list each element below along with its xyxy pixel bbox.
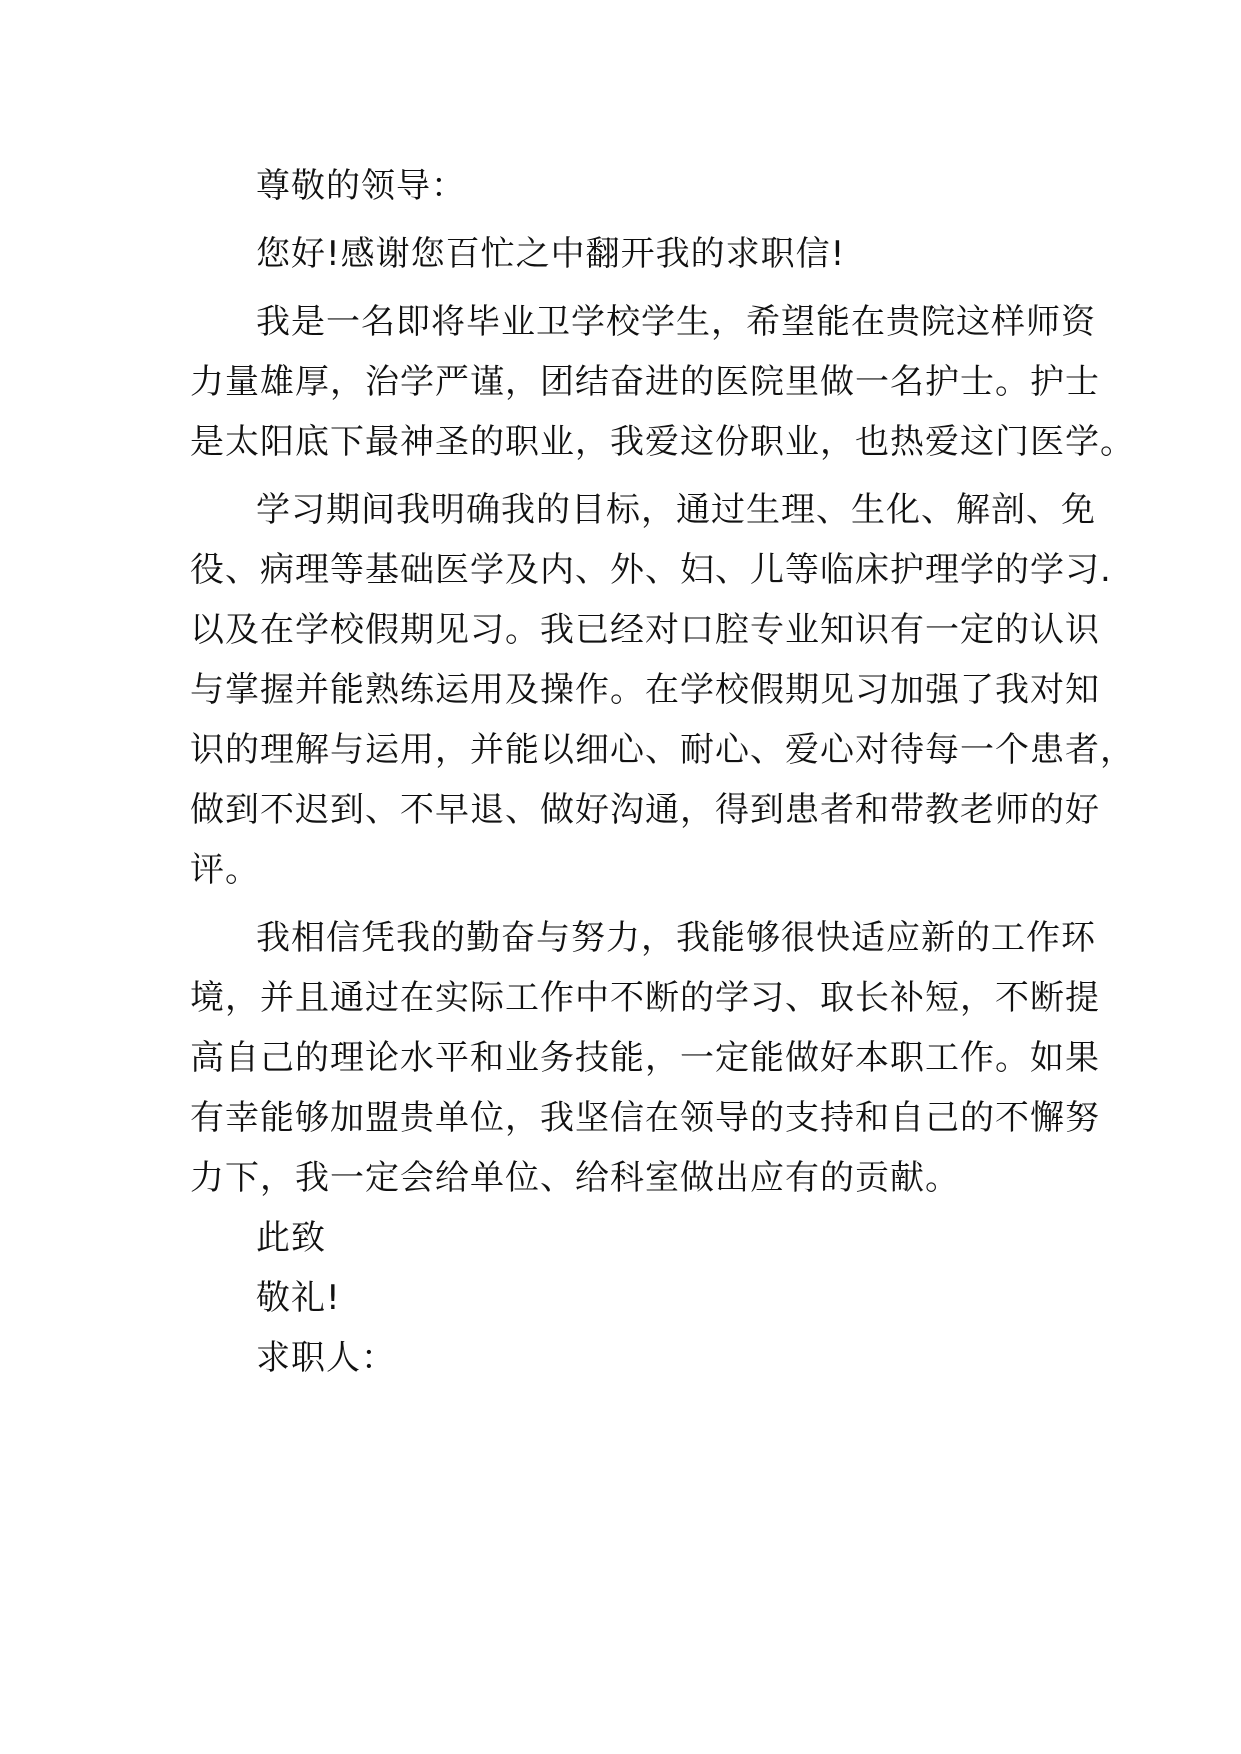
paragraph-line: 役、病理等基础医学及内、外、妇、儿等临床护理学的学习. — [190, 550, 1112, 590]
greeting: 您好!感谢您百忙之中翻开我的求职信! — [256, 234, 846, 274]
paragraph-line: 学习期间我明确我的目标，通过生理、生化、解剖、免 — [256, 490, 1096, 530]
paragraph-line: 力量雄厚，治学严谨，团结奋进的医院里做一名护士。护士 — [190, 362, 1100, 402]
paragraph-line: 高自己的理论水平和业务技能，一定能做好本职工作。如果 — [190, 1038, 1100, 1078]
signature-label: 求职人： — [256, 1338, 396, 1378]
paragraph-study — [190, 480, 1135, 900]
paragraph-line: 力下，我一定会给单位、给科室做出应有的贡献。 — [190, 1158, 960, 1198]
paragraph-line: 是太阳底下最神圣的职业，我爱这份职业，也热爱这门医学。 — [190, 422, 1135, 462]
closing-salute: 敬礼! — [256, 1278, 341, 1318]
closing-greeting: 此致 — [256, 1218, 326, 1258]
paragraph-line: 有幸能够加盟贵单位，我坚信在领导的支持和自己的不懈努 — [190, 1098, 1100, 1138]
salutation: 尊敬的领导： — [256, 166, 466, 206]
paragraph-line: 做到不迟到、不早退、做好沟通，得到患者和带教老师的好 — [190, 790, 1100, 830]
paragraph-line: 境，并且通过在实际工作中不断的学习、取长补短，不断提 — [190, 978, 1100, 1018]
paragraph-line: 评。 — [190, 850, 260, 890]
cover-letter — [190, 156, 1135, 1388]
paragraph-commitment — [190, 908, 1100, 1208]
paragraph-line: 以及在学校假期见习。我已经对口腔专业知识有一定的认识 — [190, 610, 1100, 650]
paragraph-line: 识的理解与运用，并能以细心、耐心、爱心对待每一个患者， — [190, 730, 1135, 770]
paragraph-line: 我相信凭我的勤奋与努力，我能够很快适应新的工作环 — [256, 918, 1096, 958]
paragraph-intro — [190, 292, 1135, 472]
paragraph-line: 与掌握并能熟练运用及操作。在学校假期见习加强了我对知 — [190, 670, 1100, 710]
paragraph-line: 我是一名即将毕业卫学校学生，希望能在贵院这样师资 — [256, 302, 1096, 342]
